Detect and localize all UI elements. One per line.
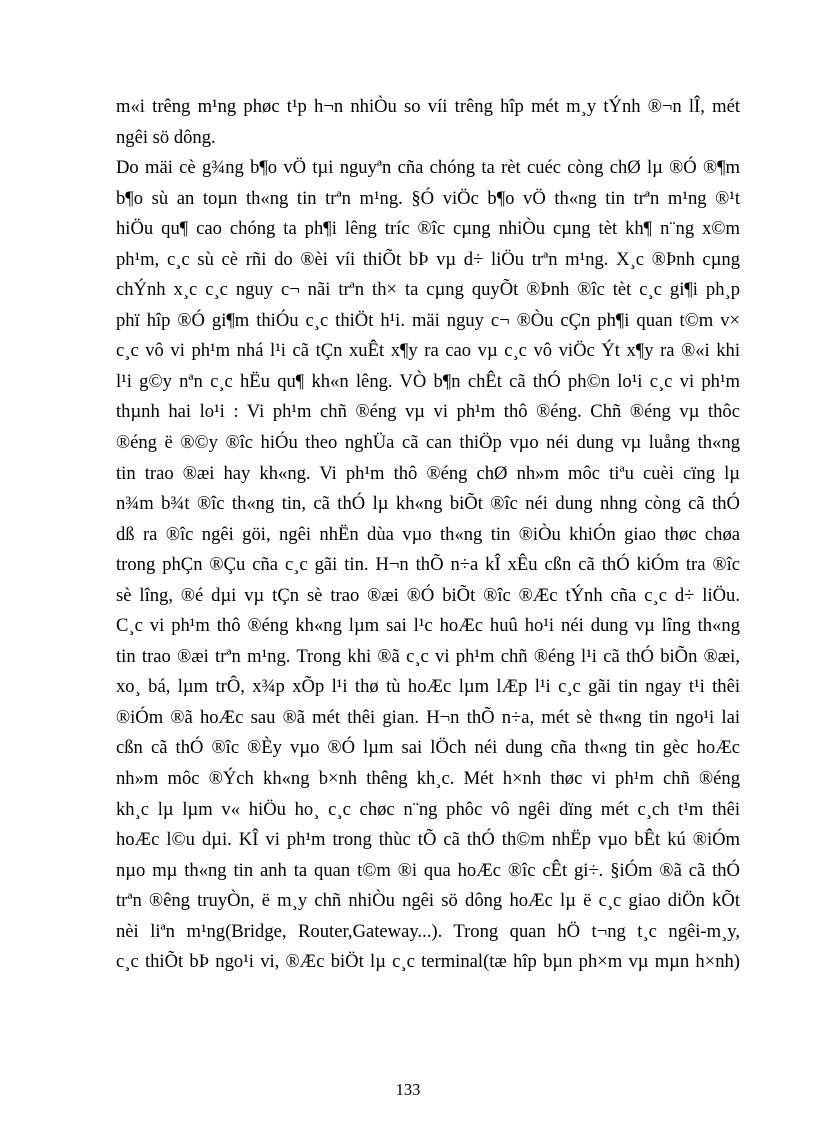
text-line: ph¹m, c¸c sù cè rñi do ®èi víi thiÕt bÞ vµ d÷ liÖu trªn m¹ng. X¸c ®Þnh cµng — [116, 248, 740, 270]
text-line: C¸c vi ph¹m thô ®éng kh«ng lµm sai l¹c hoÆc huû ho¹i néi dung vµ lîng th«ng — [116, 615, 740, 637]
text-line: nµo mµ th«ng tin anh ta quan t©m ®i qua hoÆc ®îc cÊt gi÷. §iÓm ®ã cã thÓ — [116, 859, 740, 881]
text-line: phï hîp ®Ó gi¶m thiÓu c¸c thiÖt h¹i. mäi nguy c¬ ®Òu cÇn ph¶i quan t©m v× — [116, 309, 740, 331]
text-line: ®éng ë ®©y ®îc hiÓu theo nghÜa cã can thiÖp vµo néi dung vµ luång th«ng — [116, 432, 740, 454]
text-line: xo¸ bá, lµm trÔ, x¾p xÕp l¹i thø tù hoÆc lµm lÆp l¹i c¸c gãi tin ngay t¹i thêi — [116, 676, 740, 698]
text-line: nh»m môc ®Ých kh«ng b×nh thêng kh¸c. Mét h×nh thøc vi ph¹m chñ ®éng — [116, 768, 740, 790]
text-line: sè lîng, ®é dµi vµ tÇn sè trao ®æi ®Ó biÕt ®îc ®Æc tÝnh cña c¸c d÷ liÖu. — [116, 584, 740, 606]
page-number: 133 — [395, 1080, 421, 1099]
text-line: nèi liªn m¹ng(Bridge, Router,Gateway...). Trong quan hÖ t¬ng t¸c ngêi-m¸y, — [116, 920, 740, 942]
text-line: ngêi sö dông. — [116, 126, 216, 148]
text-line: trªn ®êng truyÒn, ë m¸y chñ nhiÒu ngêi sö dông hoÆc lµ ë c¸c giao diÖn kÕt — [116, 890, 740, 912]
text-line: chÝnh x¸c c¸c nguy c¬ nãi trªn th× ta cµng quyÕt ®Þnh ®îc tèt c¸c gi¶i ph¸p — [116, 279, 740, 301]
text-line: c¸c thiÕt bÞ ngo¹i vi, ®Æc biÖt lµ c¸c terminal(tæ hîp bµn ph×m vµ mµn h×nh) — [116, 951, 740, 973]
text-line: thµnh hai lo¹i : Vi ph¹m chñ ®éng vµ vi ph¹m thô ®éng. Chñ ®éng vµ thôc — [116, 401, 740, 423]
text-line: kh¸c lµ lµm v« hiÖu ho¸ c¸c chøc n¨ng phôc vô ngêi dïng mét c¸ch t¹m thêi — [116, 798, 740, 820]
text-line: tin trao ®æi trªn m¹ng. Trong khi ®ã c¸c vi ph¹m chñ ®éng l¹i cã thÓ biÕn ®æi, — [116, 645, 740, 667]
text-line: hoÆc l©u dµi. KÎ vi ph¹m trong thùc tÕ cã thÓ th©m nhËp vµo bÊt kú ®iÓm — [116, 829, 740, 851]
text-line: b¶o sù an toµn th«ng tin trªn m¹ng. §Ó viÖc b¶o vÖ th«ng tin trªn m¹ng ®¹t — [116, 187, 740, 209]
text-line: tin trao ®æi hay kh«ng. Vi ph¹m thô ®éng chØ nh»m môc tiªu cuèi cïng lµ — [116, 462, 740, 484]
text-line: l¹i g©y nªn c¸c hËu qu¶ kh«n lêng. VÒ b¶n chÊt cã thÓ ph©n lo¹i c¸c vi ph¹m — [116, 370, 740, 392]
text-line: n¾m b¾t ®îc th«ng tin, cã thÓ lµ kh«ng biÕt ®îc néi dung nhng còng cã thÓ — [116, 493, 740, 515]
text-line: cßn cã thÓ ®îc ®Èy vµo ®Ó lµm sai lÖch néi dung cña th«ng tin gèc hoÆc — [116, 737, 740, 759]
text-line: Do mäi cè g¾ng b¶o vÖ tµi nguyªn cña chóng ta rèt cuéc còng chØ lµ ®Ó ®¶m — [116, 157, 740, 179]
text-line: c¸c vô vi ph¹m nhá l¹i cã tÇn xuÊt x¶y ra cao vµ c¸c vô viÖc Ýt x¶y ra ®«i khi — [116, 340, 740, 362]
document-body — [116, 92, 740, 978]
text-line: m«i trêng m¹ng phøc t¹p h¬n nhiÒu so víi trêng hîp mét m¸y tÝnh ®¬n lÎ, mét — [116, 96, 740, 117]
text-line: ®iÓm ®ã hoÆc sau ®ã mét thêi gian. H¬n thÕ n÷a, mét sè th«ng tin ngo¹i lai — [116, 706, 740, 728]
text-line: dß ra ®îc ngêi göi, ngêi nhËn dùa vµo th«ng tin ®iÒu khiÓn giao thøc chøa — [116, 523, 740, 545]
text-line: hiÖu qu¶ cao chóng ta ph¶i lêng tríc ®îc cµng nhiÒu cµng tèt kh¶ n¨ng x©m — [116, 218, 740, 240]
text-line: trong phÇn ®Çu cña c¸c gãi tin. H¬n thÕ n÷a kÎ xÊu cßn cã thÓ kiÓm tra ®îc — [116, 554, 740, 576]
